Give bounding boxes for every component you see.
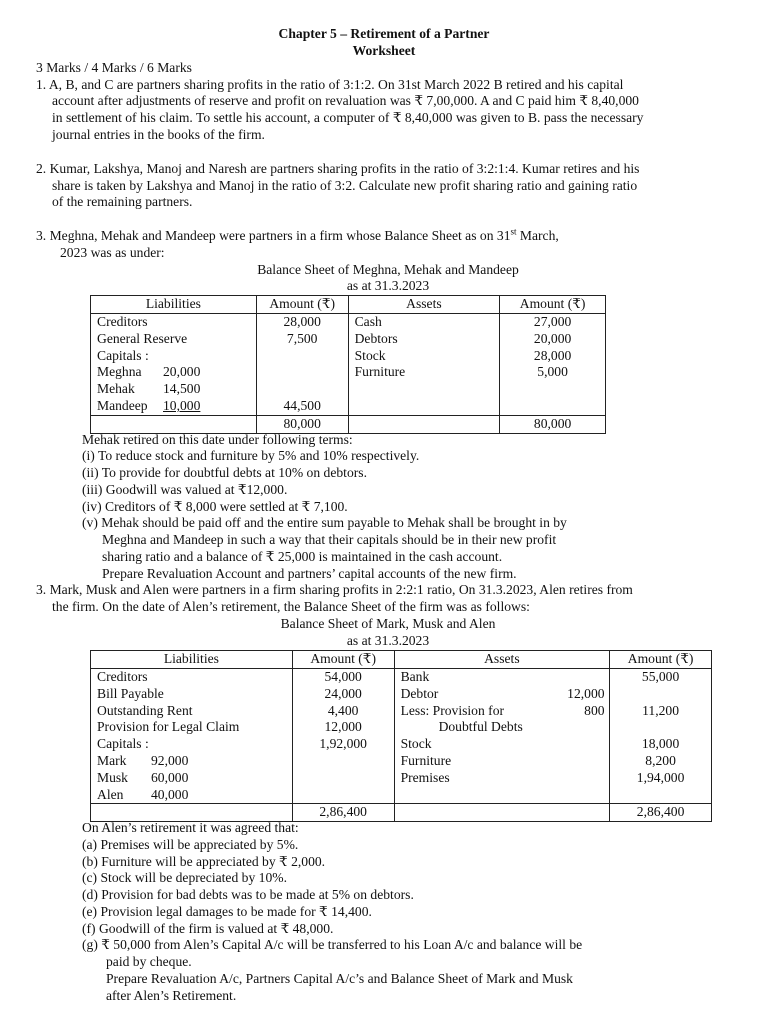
chapter-title: Chapter 5 – Retirement of a Partner bbox=[278, 26, 490, 41]
q3a-term: (iv) Creditors of ₹ 8,000 were settled at ₹ 7,100. bbox=[82, 499, 348, 514]
q3b-liability: Outstanding Rent bbox=[97, 702, 193, 718]
q3a-asset: Debtors bbox=[354, 330, 398, 346]
q3b-term: after Alen’s Retirement. bbox=[106, 988, 237, 1003]
q3a-asset: Stock bbox=[354, 347, 386, 363]
q3a-term: (v) Mehak should be paid off and the entire sum payable to Mehak shall be brought in by bbox=[82, 515, 567, 530]
q3b-term: Prepare Revaluation A/c, Partners Capital A/c’s and Balance Sheet of Mark and Musk bbox=[106, 971, 573, 986]
q1-line-1: 1. A, B, and C are partners sharing profits in the ratio of 3:1:2. On 31st March 2022 B retired and his capital bbox=[36, 77, 624, 92]
q3b-liability-amount: 24,000 bbox=[324, 685, 362, 701]
q3a-header-liabilities: Liabilities bbox=[91, 296, 257, 314]
q3b-partner-capital: Alen 40,000 bbox=[97, 786, 189, 802]
q3a-liability: Capitals : bbox=[97, 347, 149, 363]
q3b-liability: Capitals : bbox=[97, 736, 149, 752]
q3a-partner-capital: Mandeep 10,000 bbox=[97, 397, 201, 413]
q3b-liability: Creditors bbox=[97, 669, 148, 684]
q3b-partner-capital: Mark 92,000 bbox=[97, 752, 189, 768]
q3a-term: (i) To reduce stock and furniture by 5% and 10% respectively. bbox=[82, 448, 420, 463]
q3b-asset: Premises bbox=[400, 769, 450, 785]
q3b-asset: Furniture bbox=[400, 752, 452, 768]
q3b-intro-line-2: the firm. On the date of Alen’s retirement, the Balance Sheet of the firm was as follows: bbox=[52, 599, 530, 614]
q3a-asset: Cash bbox=[354, 314, 382, 329]
q3a-asset: Furniture bbox=[354, 364, 406, 380]
q3b-asset-amount: 11,200 bbox=[642, 702, 680, 718]
q3a-asset-amount: 20,000 bbox=[533, 330, 572, 346]
q1-line-2: account after adjustments of reserve and profit on revaluation was ₹ 7,00,000. A and C paid him ₹ 8,40,000 bbox=[52, 93, 639, 108]
q3b-asset: Debtor 12,000 bbox=[400, 685, 605, 701]
q3a-liability-amount: 7,500 bbox=[286, 330, 318, 346]
q3b-header-amount: Amount (₹) bbox=[610, 651, 712, 669]
q3a-asset-amount: 27,000 bbox=[533, 314, 572, 329]
q3b-term: (g) ₹ 50,000 from Alen’s Capital A/c will be transferred to his Loan A/c and balance will be bbox=[82, 937, 583, 952]
q3b-term: (f) Goodwill of the firm is valued at ₹ 48,000. bbox=[82, 921, 334, 936]
q3b-asset: Bank bbox=[400, 669, 430, 684]
q3a-intro-line-2: 2023 was as under: bbox=[60, 245, 165, 260]
q3a-term: (ii) To provide for doubtful debts at 10% on debtors. bbox=[82, 465, 367, 480]
q3a-term: (iii) Goodwill was valued at ₹12,000. bbox=[82, 482, 288, 497]
q1-line-4: journal entries in the books of the firm. bbox=[52, 127, 265, 142]
q3b-liability-amount: 12,000 bbox=[324, 719, 362, 735]
q3b-liability-amount: 1,92,000 bbox=[319, 736, 367, 752]
q3a-liability-amount: 44,500 bbox=[283, 397, 321, 413]
q3b-intro-line-1: 3. Mark, Musk and Alen were partners in a firm sharing profits in 2:2:1 ratio, On 31.3.2023, Alen retires from bbox=[36, 582, 633, 597]
q3b-term: On Alen’s retirement it was agreed that: bbox=[82, 820, 299, 835]
q3b-partner-capital: Musk 60,000 bbox=[97, 769, 189, 785]
q3a-term: Meghna and Mandeep in such a way that their capitals should be in their new profit bbox=[102, 532, 557, 547]
q3b-header-assets: Assets bbox=[394, 651, 610, 669]
q3b-term: (a) Premises will be appreciated by 5%. bbox=[82, 837, 299, 852]
q3b-liability: Provision for Legal Claim bbox=[97, 719, 240, 735]
q3b-bs-date: as at 31.3.2023 bbox=[346, 633, 430, 648]
q3a-balance-sheet bbox=[90, 295, 606, 434]
q3a-total-assets: 80,000 bbox=[500, 415, 606, 433]
q3b-header-liabilities: Liabilities bbox=[91, 651, 293, 669]
q3b-asset-amount: 8,200 bbox=[645, 752, 676, 768]
q3b-total-liabilities: 2,86,400 bbox=[292, 804, 394, 822]
q3a-term: Prepare Revaluation Account and partners’ capital accounts of the new firm. bbox=[102, 566, 517, 581]
q3b-term: (d) Provision for bad debts was to be made at 5% on debtors. bbox=[82, 887, 414, 902]
q3b-asset-sub-amount: 800 bbox=[584, 702, 605, 718]
q3b-term: paid by cheque. bbox=[106, 954, 192, 969]
q3a-bs-date: as at 31.3.2023 bbox=[346, 278, 430, 293]
q3b-asset-sub-amount: 12,000 bbox=[567, 685, 605, 701]
q3b-term: (b) Furniture will be appreciated by ₹ 2,000. bbox=[82, 854, 326, 869]
q3b-liability-amount: 4,400 bbox=[327, 702, 359, 718]
q3b-term: (e) Provision legal damages to be made for ₹ 14,400. bbox=[82, 904, 372, 919]
q3a-liability-amount: 28,000 bbox=[283, 314, 321, 329]
q3a-asset-amount: 5,000 bbox=[537, 364, 568, 380]
q3b-asset: Doubtful Debts bbox=[438, 719, 523, 735]
q3a-bs-title: Balance Sheet of Meghna, Mehak and Mandeep bbox=[257, 262, 519, 277]
q3a-term: Mehak retired on this date under following terms: bbox=[82, 432, 353, 447]
q3a-total-liabilities: 80,000 bbox=[256, 415, 348, 433]
q3a-partner-capital: Mehak 14,500 bbox=[97, 381, 201, 397]
q3b-balance-sheet bbox=[90, 650, 712, 822]
q3a-liability: General Reserve bbox=[97, 330, 188, 346]
q3a-asset-amount: 28,000 bbox=[533, 347, 572, 363]
q3b-asset-amount: 1,94,000 bbox=[636, 769, 685, 785]
q3b-term: (c) Stock will be depreciated by 10%. bbox=[82, 870, 287, 885]
q3b-header-amount: Amount (₹) bbox=[292, 651, 394, 669]
q1-line-3: in settlement of his claim. To settle his account, a computer of ₹ 8,40,000 was given to B. pass the necessary bbox=[52, 110, 644, 125]
q3b-bs-title: Balance Sheet of Mark, Musk and Alen bbox=[280, 616, 496, 631]
q3a-header-amount: Amount (₹) bbox=[500, 296, 606, 314]
worksheet-title: Worksheet bbox=[352, 43, 416, 58]
q2-line-3: of the remaining partners. bbox=[52, 194, 193, 209]
q3b-liability-amount: 54,000 bbox=[324, 669, 362, 684]
q3a-header-amount: Amount (₹) bbox=[256, 296, 348, 314]
q3b-asset-amount: 18,000 bbox=[641, 736, 680, 752]
q3b-asset: Stock bbox=[400, 736, 432, 752]
marks-label: 3 Marks / 4 Marks / 6 Marks bbox=[36, 60, 192, 75]
q3a-intro-line-1: 3. Meghna, Mehak and Mandeep were partners in a firm whose Balance Sheet as on 31st March, bbox=[36, 226, 559, 243]
q2-line-1: 2. Kumar, Lakshya, Manoj and Naresh are partners sharing profits in the ratio of 3:2:1:4. Kumar retires and his bbox=[36, 161, 640, 176]
q3a-header-assets: Assets bbox=[348, 296, 500, 314]
q3b-total-assets: 2,86,400 bbox=[610, 804, 712, 822]
q3b-liability: Bill Payable bbox=[97, 685, 164, 701]
q2-line-2: share is taken by Lakshya and Manoj in the ratio of 3:2. Calculate new profit sharing ratio and gaining ratio bbox=[52, 178, 638, 193]
q3b-asset-amount: 55,000 bbox=[641, 669, 680, 684]
q3a-partner-capital: Meghna 20,000 bbox=[97, 364, 201, 380]
q3b-asset: Less: Provision for 800 bbox=[400, 702, 605, 718]
q3a-liability: Creditors bbox=[97, 314, 148, 329]
q3a-term: sharing ratio and a balance of ₹ 25,000 is maintained in the cash account. bbox=[102, 549, 503, 564]
